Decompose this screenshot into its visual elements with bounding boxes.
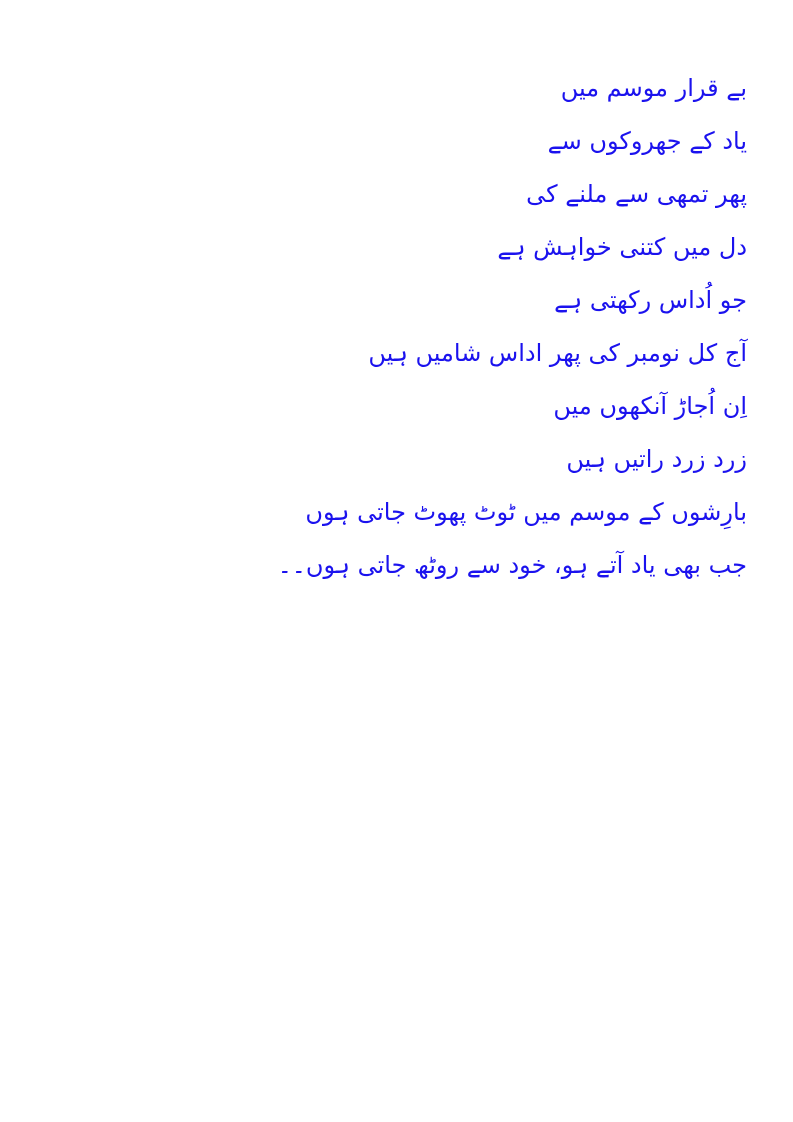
poem bbox=[127, 62, 747, 592]
poem-line: یاد کے جھروکوں سے bbox=[547, 127, 747, 155]
poem-line: پھر تمھی سے ملنے کی bbox=[526, 180, 747, 208]
poem-line: جو اُداس رکھتی ہے bbox=[554, 286, 747, 314]
poem-line: زرد زرد راتیں ہیں bbox=[566, 445, 747, 473]
poem-line: دل میں کتنی خواہش ہے bbox=[497, 233, 747, 261]
poem-line: اِن اُجاڑ آنکھوں میں bbox=[553, 392, 747, 420]
poem-line: جب بھی یاد آتے ہو، خود سے روٹھ جاتی ہوں۔۔ bbox=[277, 551, 747, 579]
poem-line: بے قرار موسم میں bbox=[560, 74, 747, 102]
poem-line: آج کل نومبر کی پھر اداس شامیں ہیں bbox=[368, 339, 747, 367]
poem-line: بارِشوں کے موسم میں ٹوٹ پھوٹ جاتی ہوں bbox=[305, 498, 747, 526]
